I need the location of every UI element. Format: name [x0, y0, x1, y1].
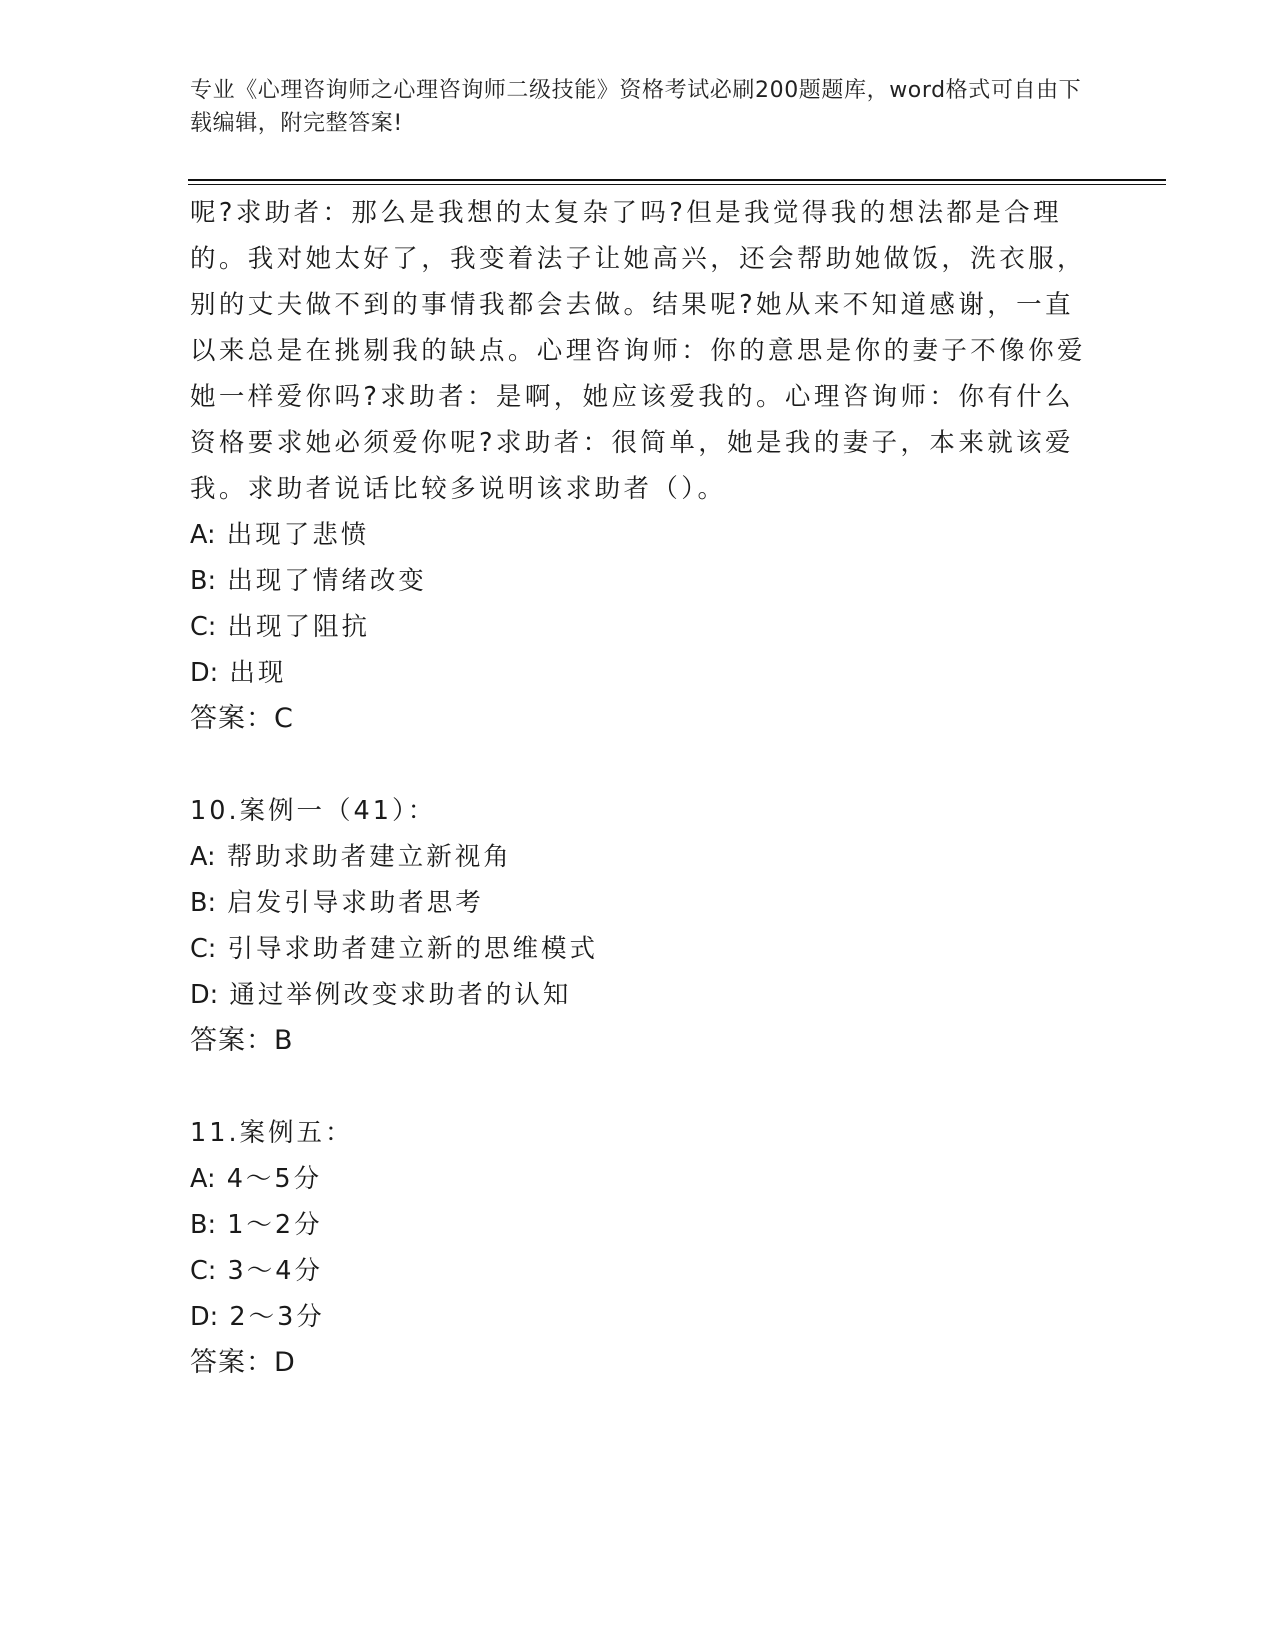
option-letter: C: [190, 612, 217, 642]
answer-line: 答案：C [190, 703, 294, 734]
option-d [190, 1294, 1090, 1340]
option-letter: C: [190, 1256, 217, 1286]
option-text: 1～2分 [227, 1210, 323, 1240]
option-letter: C: [190, 934, 217, 964]
option-text: 4～5分 [226, 1164, 323, 1194]
option-letter: A: [190, 842, 216, 872]
spacer [190, 1064, 1090, 1110]
spacer [190, 742, 1090, 788]
option-text: 2～3分 [229, 1302, 325, 1332]
option-letter: D: [190, 1302, 219, 1332]
document-header: 专业《心理咨询师之心理咨询师二级技能》资格考试必刷200题题库，word格式可自由下载编辑，附完整答案! [190, 78, 1082, 136]
option-text: 出现了阻抗 [227, 612, 371, 642]
option-letter: D: [190, 980, 219, 1010]
option-letter: A: [190, 1164, 216, 1194]
option-letter: A: [190, 520, 216, 550]
option-c [190, 604, 1090, 650]
document-body [190, 190, 1090, 1386]
option-text: 出现 [229, 658, 287, 688]
option-letter: B: [190, 888, 217, 918]
header-divider [188, 179, 1166, 181]
option-c [190, 1248, 1090, 1294]
option-c [190, 926, 1090, 972]
answer-line: 答案：D [190, 1347, 296, 1378]
option-letter: B: [190, 566, 217, 596]
option-text: 引导求助者建立新的思维模式 [227, 934, 599, 964]
option-letter: B: [190, 1210, 217, 1240]
header-divider-thin [188, 184, 1166, 185]
option-a [190, 512, 1090, 558]
option-d [190, 972, 1090, 1018]
option-d [190, 650, 1090, 696]
option-b [190, 1202, 1090, 1248]
option-text: 出现了悲愤 [226, 520, 370, 550]
option-text: 3～4分 [227, 1256, 323, 1286]
option-text: 通过举例改变求助者的认知 [229, 980, 572, 1010]
option-b [190, 558, 1090, 604]
answer-line: 答案：B [190, 1025, 294, 1056]
question-title: 10.案例一（41）： [190, 796, 437, 826]
option-text: 出现了情绪改变 [227, 566, 427, 596]
option-letter: D: [190, 658, 219, 688]
question-stem-continued: 呢?求助者：那么是我想的太复杂了吗?但是我觉得我的想法都是合理的。我对她太好了，我变着法子让她高兴，还会帮助她做饭，洗衣服，别的丈夫做不到的事情我都会去做。结果呢?她从来不知道感谢，一直以来总是在挑剔我的缺点。心理咨询师：你的意思是你的妻子不像你爱她一样爱你吗?求助者：是啊，她应该爱我的。心理咨询师：你有什么资格要求她必须爱你呢?求助者：很简单，她是我的妻子，本来就该爱我。求助者说话比较多说明该求助者（）。 [190, 198, 1086, 504]
question-title: 11.案例五： [190, 1118, 354, 1148]
option-a [190, 1156, 1090, 1202]
option-b [190, 880, 1090, 926]
option-text: 启发引导求助者思考 [227, 888, 484, 918]
option-text: 帮助求助者建立新视角 [226, 842, 512, 872]
option-a [190, 834, 1090, 880]
